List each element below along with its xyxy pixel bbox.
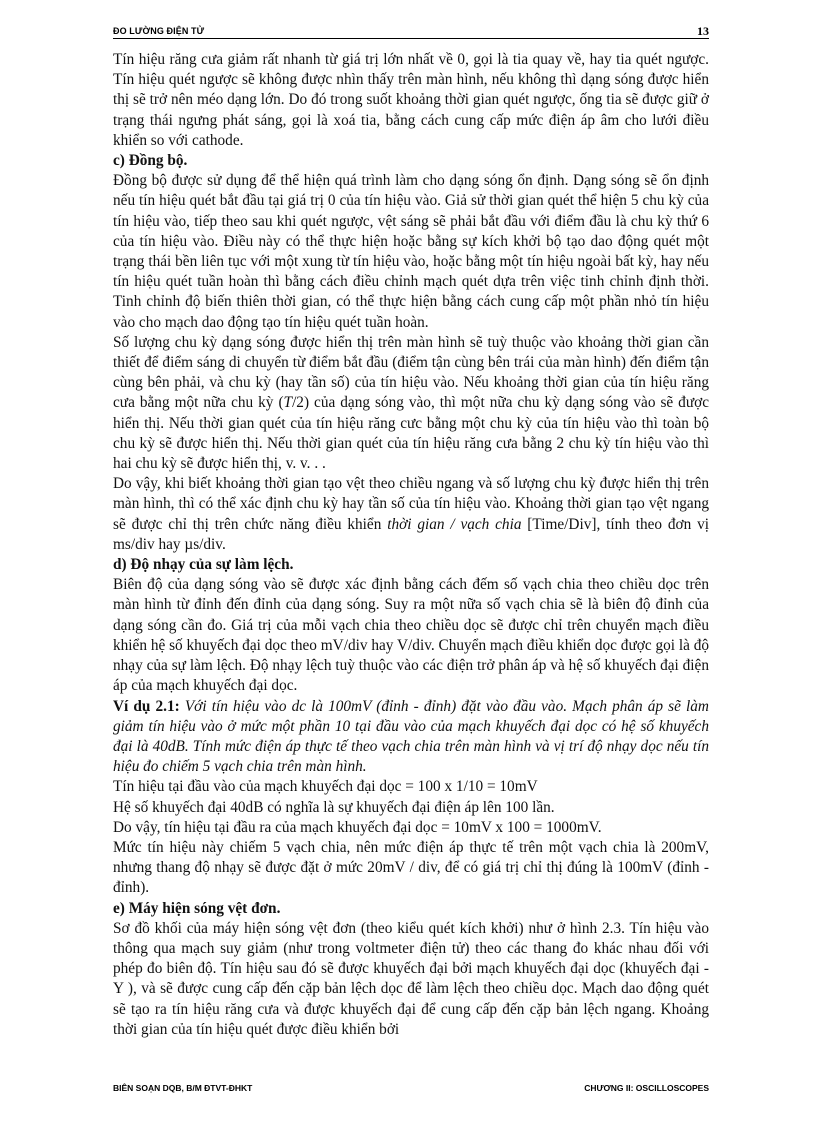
footer-author: BIÊN SOẠN DQB, B/M ĐTVT-ĐHKT — [113, 1083, 253, 1093]
header-title: ĐO LƯỜNG ĐIỆN TỬ — [113, 26, 205, 36]
solution-line-1: Tín hiệu tại đầu vào của mạch khuyếch đại dọc = 100 x 1/10 = 10mV — [113, 778, 538, 796]
heading-sensitivity: d) Độ nhạy của sự làm lệch. — [113, 556, 294, 574]
solution-line-2: Hệ số khuyếch đại 40dB có nghĩa là sự khuyếch đại điện áp lên 100 lần. — [113, 798, 555, 816]
italic-time-div: thời gian / vạch chia — [387, 515, 522, 533]
example-text: Với tín hiệu vào dc là 100mV (đỉnh - đỉnh) đặt vào đầu vào. Mạch phân áp sẽ làm giảm tín hiệu vào ở mức một phần 10 tại đầu vào của mạch khuyếch đại dọc có hệ số khuyếch đại là 40dB. Tính mức điện áp thực tế theo vạch chia trên màn hình và vị trí độ nhạy dọc nếu tín hiệu đo chiếm 5 vạch chia trên màn hình. — [113, 697, 709, 776]
text-run: Do vậy, khi biết khoảng thời gian tạo vệt theo chiều ngang và số lượng chu kỳ được hiển thị trên màn hình, thì có thể xác định chu kỳ hay tần số của tín hiệu vào. Khoảng thời gian tạo vệt ngang sẽ được chỉ thị trên chức năng điều khiển — [113, 475, 709, 533]
example-label: Ví dụ 2.1: — [113, 697, 180, 715]
solution-line-4: Mức tín hiệu này chiếm 5 vạch chia, nên mức điện áp thực tế trên một vạch chia là 200mV, nhưng thang độ nhạy sẽ được đặt ở mức 20mV / div, để có giá trị chỉ thị đúng là 100mV (đỉnh - đỉnh). — [113, 838, 709, 897]
paragraph-sync: Đồng bộ được sử dụng để thể hiện quá trình làm cho dạng sóng ổn định. Dạng sóng sẽ ổn định nếu tín hiệu quét bắt đầu tại giá trị 0 của tín hiệu vào. Giả sử thời gian quét thể hiện 5 chu kỳ của tín hiệu vào, tiếp theo sau khi quét ngược, vệt sáng sẽ phải bắt đầu với điểm đầu là chu kỳ thứ 6 của tín hiệu vào. Điều này có thể thực hiện hoặc bằng sự kích khởi bộ tạo dao động quét một trạng thái bền liên tục với một xung từ tín hiệu vào, hoặc bằng một tín hiệu ngoài bất kỳ, hay nếu tín hiệu quét tuần hoàn thì bằng cách điều chỉnh mạch quét dựa trên việc tinh chỉnh định thời. Tinh chỉnh độ biến thiên thời gian, có thể thực hiện bằng cách cung cấp một phần nhỏ tín hiệu vào cho mạch dao động tạo tín hiệu quét tuần hoàn. — [113, 172, 709, 331]
page-number: 13 — [697, 24, 709, 38]
page-header — [113, 24, 709, 39]
italic-T: T — [283, 394, 293, 412]
example-2-1 — [113, 697, 709, 778]
paragraph-timebase — [113, 474, 709, 555]
heading-sync: c) Đồng bộ. — [113, 152, 188, 170]
paragraph-flyback: Tín hiệu răng cưa giảm rất nhanh từ giá trị lớn nhất về 0, gọi là tia quay về, hay tia quét ngược. Tín hiệu quét ngược sẽ không được nhìn thấy trên màn hình, nếu không thì dạng sóng được hiển thị sẽ trở nên méo dạng lớn. Do đó trong suốt khoảng thời gian quét ngược, ống tia sẽ được giữ ở trạng thái ngưng phát sáng, gọi là xoá tia, bằng cách cung cấp mức điện áp âm cho lưới điều khiển so với cathode. — [113, 51, 709, 149]
text-run: [Time/Div], tính theo đơn vị ms/div hay µs/div. — [113, 515, 709, 553]
paragraph-sensitivity: Biên độ của dạng sóng vào sẽ được xác định bằng cách đếm số vạch chia theo chiều dọc trên màn hình từ đỉnh đến đỉnh của dạng sóng. Suy ra một nữa số vạch chia sẽ là biên độ đỉnh của dạng sóng cần đo. Giá trị của mỗi vạch chia theo chiều dọc sẽ được chỉ trên chuyển mạch điều khiển hệ số khuyếch đại dọc theo mV/div hay V/div. Chuyển mạch điều khiển dọc được gọi là độ nhạy của sự làm lệch. Độ nhạy lệch tuỳ thuộc vào các điện trở phân áp và hệ số khuyếch đại điện áp của mạch khuyếch đại dọc. — [113, 576, 709, 695]
paragraph-cycle-count — [113, 333, 709, 474]
document-body — [113, 50, 709, 1040]
solution-line-3: Do vậy, tín hiệu tại đầu ra của mạch khuyếch đại dọc = 10mV x 100 = 1000mV. — [113, 818, 602, 836]
paragraph-single-trace: Sơ đồ khối của máy hiện sóng vệt đơn (theo kiểu quét kích khởi) như ở hình 2.3. Tín hiệu vào thông qua mạch suy giảm (như trong voltmeter điện tử) theo các thang đo khác nhau đối với phép đo biên độ. Tín hiệu sau đó sẽ được khuyếch đại bởi mạch khuyếch đại dọc (khuyếch đại - Y ), và sẽ được cung cấp đến cặp bản lệch dọc để làm lệch theo chiều dọc. Mạch dao động quét sẽ tạo ra tín hiệu răng cưa và được khuyếch đại để cung cấp đến cặp bản lệch ngang. Khoảng thời gian của tín hiệu quét được điều khiển bởi — [113, 919, 709, 1038]
footer-chapter: CHƯƠNG II: OSCILLOSCOPES — [584, 1083, 709, 1093]
text-run: Số lượng chu kỳ dạng sóng được hiển thị trên màn hình sẽ tuỳ thuộc vào khoảng thời gian cần thiết để điểm sáng di chuyển từ điểm bắt đầu (điểm tận cùng bên trái của màn hình) đến điểm tận cùng bên phải, và chu kỳ (hay tần số) của tín hiệu vào. Nếu khoảng thời gian của tín hiệu răng cưa bằng một nữa chu kỳ ( — [113, 333, 709, 412]
text-run: /2) của dạng sóng vào, thì một nữa chu kỳ dạng sóng vào sẽ được hiển thị. Nếu thời gian quét của tín hiệu răng cưc bằng một chu kỳ của tín hiệu vào thì toàn bộ chu kỳ sẽ được hiển thị. Nếu thời gian quét của tín hiệu răng cưa bằng 2 chu kỳ tín hiệu vào thì hai chu kỳ sẽ được hiển thị, v. v. . . — [113, 394, 709, 473]
heading-single-trace: e) Máy hiện sóng vệt đơn. — [113, 899, 281, 917]
